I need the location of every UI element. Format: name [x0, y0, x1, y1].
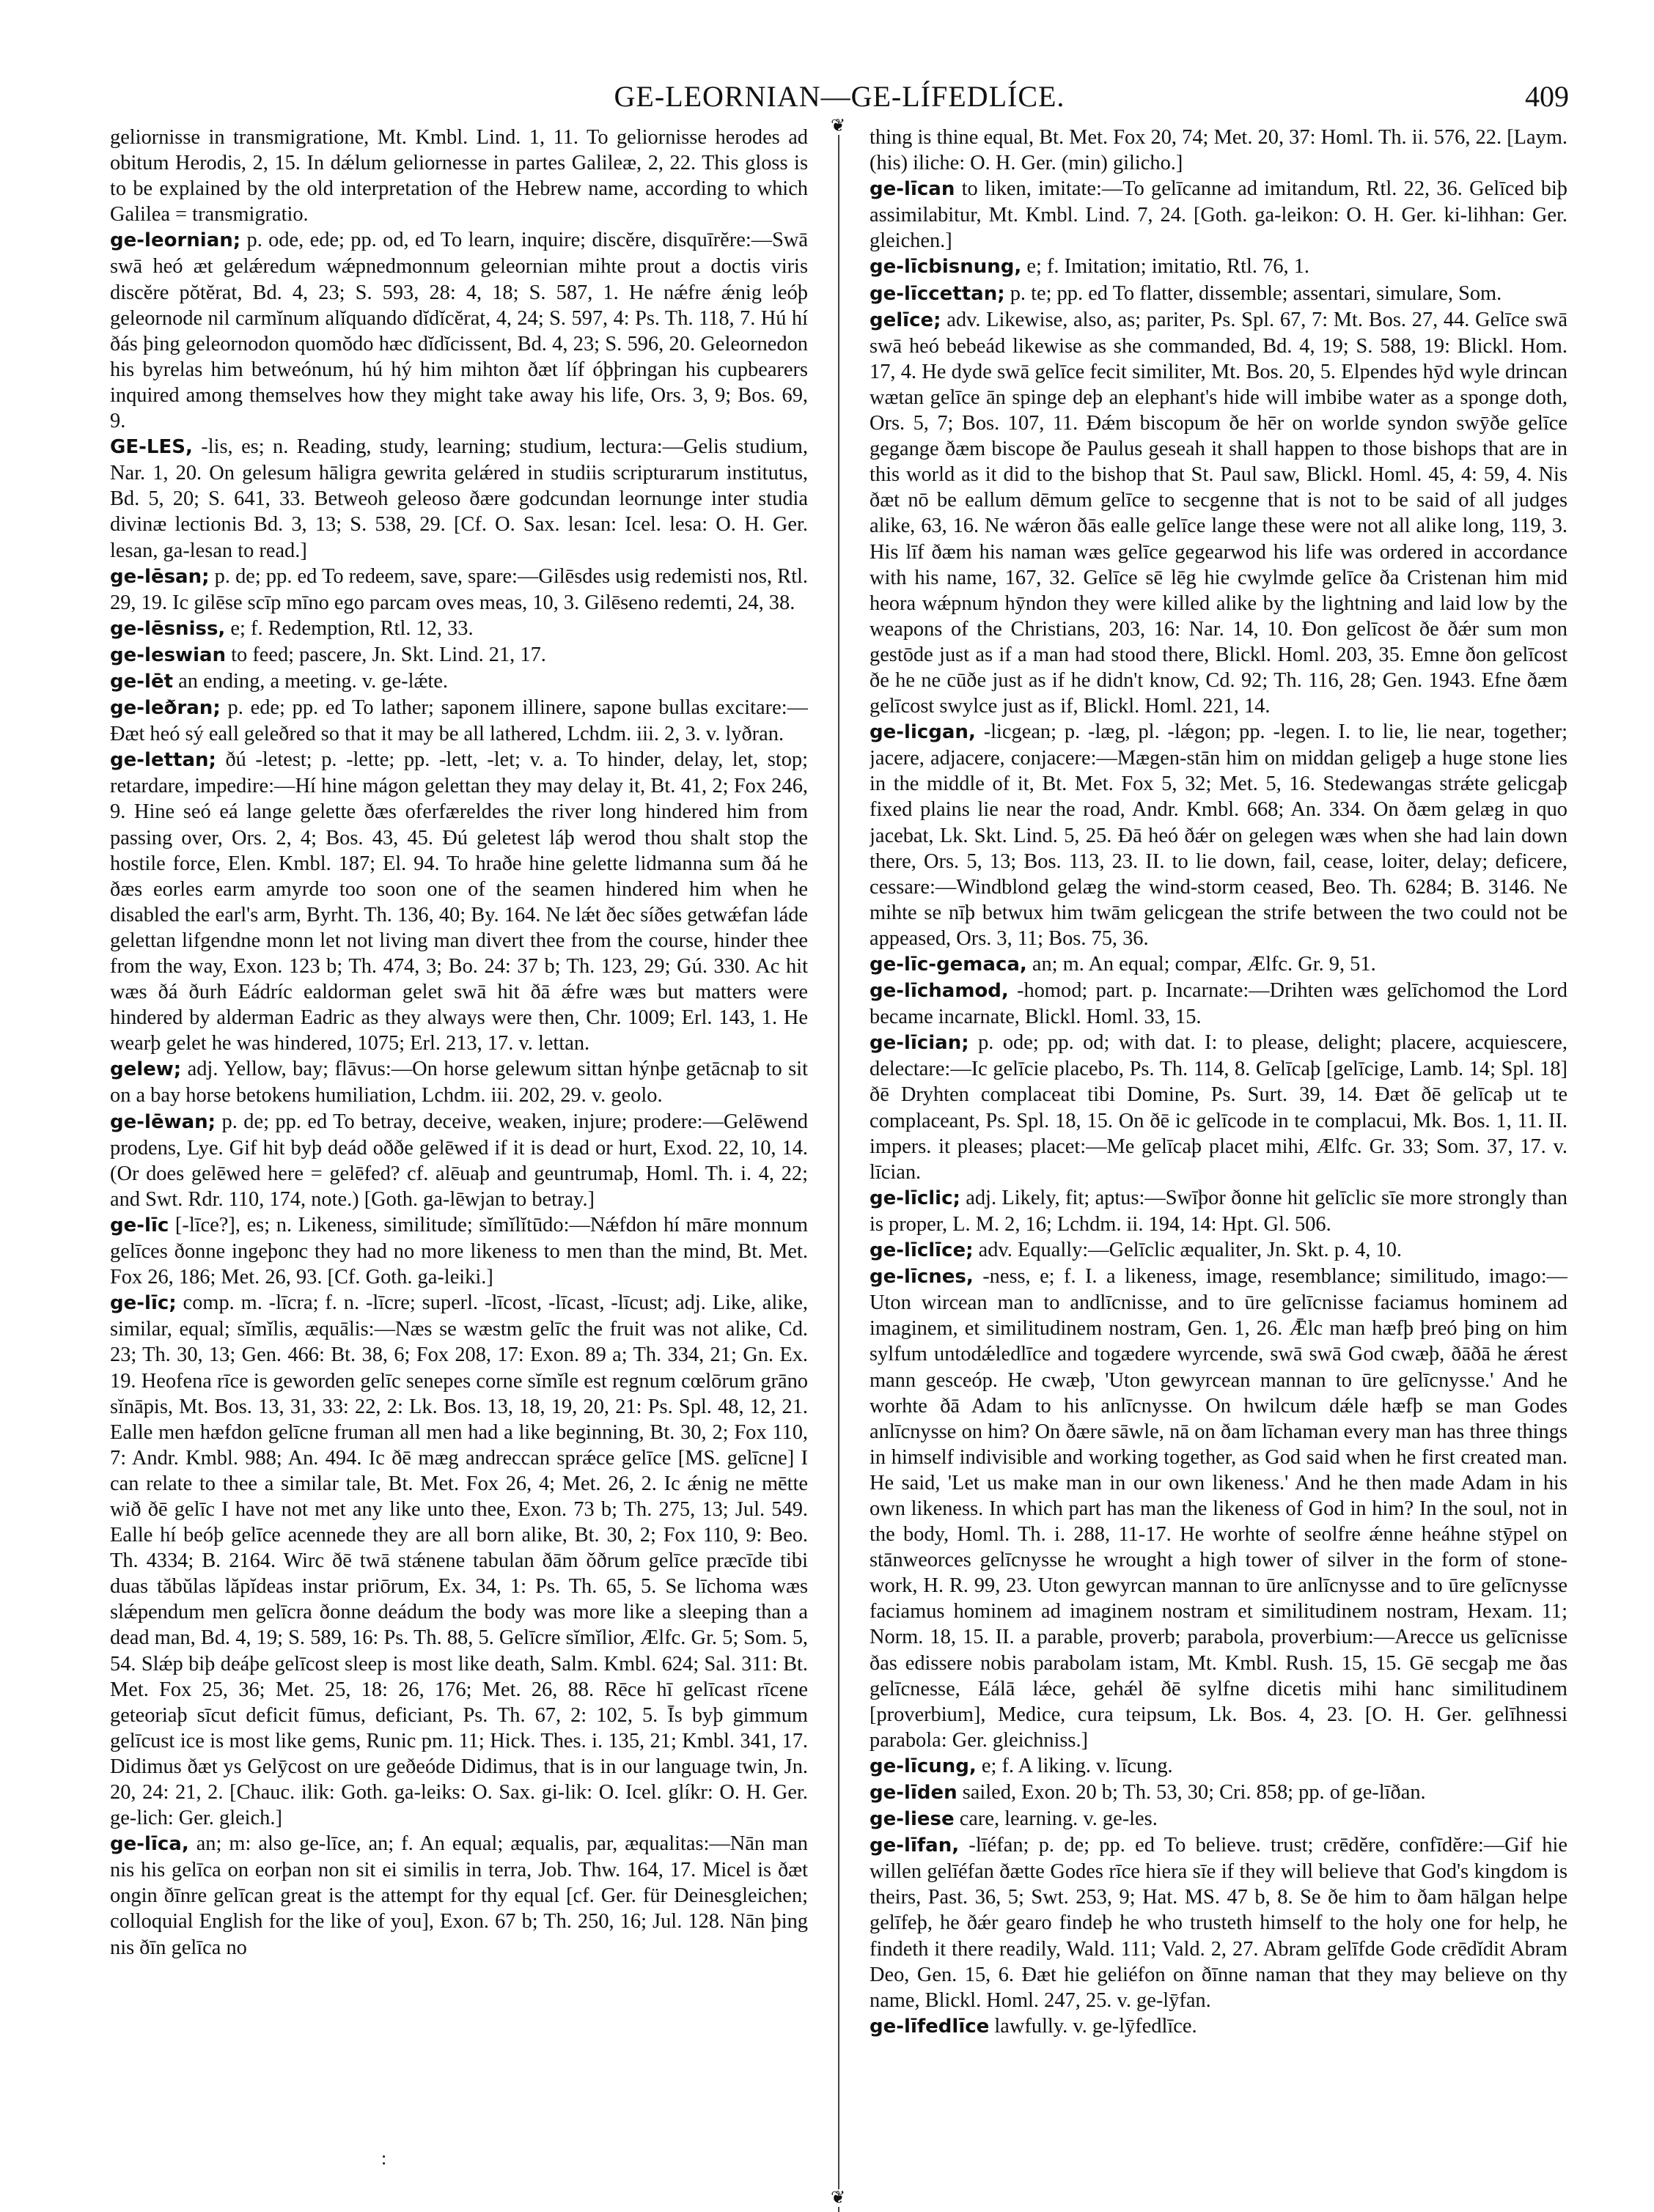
headword: ge-lettan;: [110, 749, 216, 772]
entry-text: [-līce?], es; n. Likeness, similitude; sĭmĭlĭtūdo:—Nǽfdon hí māre monnum gelīces ðonne ingeþonc they had no more likeness to men than the mind, Bt. Met. Fox 26, 186; Met. 26, 93. [Cf. Goth. ga-leiki.]: [110, 1213, 808, 1289]
headword: ge-līcan: [870, 178, 955, 201]
page-number: 409: [1525, 80, 1569, 113]
entry-text: e; f. Redemption, Rtl. 12, 33.: [225, 616, 474, 640]
dictionary-entry: [870, 951, 1567, 978]
column-divider: [838, 123, 839, 2212]
headword: ge-līca,: [110, 1833, 189, 1856]
headword: ge-līccettan;: [870, 282, 1005, 305]
dictionary-entry: [870, 281, 1567, 307]
dictionary-entry: [870, 1237, 1567, 1264]
headword: ge-licgan,: [870, 721, 976, 744]
dictionary-entry: [870, 978, 1567, 1030]
entry-text: p. de; pp. ed To redeem, save, spare:—Gilēsdes usig redemisti nos, Rtl. 29, 19. Ic gilēse scīp mīno ego parcam oves meas, 10, 3. Gilēseno redemti, 24, 38.: [110, 564, 808, 614]
entry-text: p. ode, ede; pp. od, ed To learn, inquire; discĕre, disquīrĕre:—Swā swā heó æt gelǽredum wǽpnedmonnum geleornian mihte prout a doctis viris discĕre pŏtĕrat, Bd. 4, 23; S. 593, 28: 4, 18; S. 587, 1. He nǽfre ǽnig leóþ geleornode nil carmĭnum alĭquando dĭdĭcĕrat, 4, 24; S. 597, 4: Ps. Th. 118, 7. Hú hí ðás þing geleornodon quomŏdo hæc dĭdĭcissent, Bd. 4, 23; S. 596, 20. Geleornedon his byrelas him betweónum, hú hý him mihton ðæt líf óþþringan his cupbearers inquired among themselves how they might take away his life, Ors. 3, 9; Bos. 69, 9.: [110, 229, 808, 433]
dictionary-entry: [110, 642, 808, 668]
entry-text: an; m: also ge-līce, an; f. An equal; æqualis, par, æqualitas:—Nān man nis his gelīca on eorþan non sit ei similis in terra, Job. Thw. 164, 17. Micel is ðæt ongin ðīnre gelīcan great is the attempt for thy equal [cf. Ger. für Deinesgleichen; colloquial English for the like of you], Exon. 67 b; Th. 250, 16; Jul. 128. Nān þing nis ðīn gelīca no: [110, 1832, 808, 1959]
headword: ge-līchamod,: [870, 980, 1009, 1003]
headword: ge-leornian;: [110, 229, 241, 252]
entry-text: adv. Equally:—Gelīclic æqualiter, Jn. Skt. p. 4, 10.: [973, 1239, 1403, 1262]
entry-text: -ness, e; f. I. a likeness, image, resemblance; similitudo, imago:—Uton wircean man to andlīcnisse, and to ūre gelīcnisse faciamus hominem ad imaginem, et similitudinem nostram, Gen. 1, 26. Ǣlc man hæfþ þreó þing on him sylfum untodǽledlīce and togædere wyrcende, swā swā God cwæþ, ðāðā he ǽrest mann gesceóp. He cwæþ, 'Uton gewyrcean mannan to ūre gelīcnysse.' And he worhte ðā Adam to his anlīcnysse. On hwilcum dǽle hæfþ se man Godes anlīcnysse on him? On ðære sāwle, nā on ðam līchaman every man has three things in himself indivisible and working together, as God said when he first created man. He said, 'Let us make man in our own likeness.' And he then made Adam in his own likeness. In which part has man the likeness of God in him? In the soul, not in the body, Homl. Th. i. 288, 11-17. He worhte of seolfre ǽnne heáhne stȳpel on stānweorces gelīcnysse he wrought a high tower of silver in the form of stone-work, H. R. 99, 23. Uton gewyrcan mannan to ūre anlīcnysse and to ūre gelīcnysse faciamus hominem ad imaginem nostram et similitudinem nostram, Hexam. 11; Norm. 18, 15. II. a parable, proverb; parabola, proverbium:—Arecce us gelīcnisse ðas edissere nobis parabolam istam, Mt. Kmbl. Rush. 15, 15. Gē secgaþ me ðas gelīcnesse, Eálā lǽce, gehǽl ðē sylfne dicetis mihi hanc similitudinem [proverbium], Medice, cura teipsum, Lk. Bos. 4, 23. [O. H. Ger. gelīhnessi parabola: Ger. gleichniss.]: [870, 1265, 1567, 1752]
headword: ge-līcnes,: [870, 1266, 974, 1289]
page-header: [110, 79, 1569, 117]
headword: ge-līcbisnung,: [870, 256, 1022, 279]
headword: ge-līc-gemaca,: [870, 954, 1027, 976]
headword: ge-līclīce;: [870, 1239, 974, 1262]
headword: ge-līclic;: [870, 1187, 960, 1209]
headword: GE-LES,: [110, 436, 193, 459]
headword: ge-līcung,: [870, 1755, 977, 1777]
entry-text: -lis, es; n. Reading, study, learning; studium, lectura:—Gelis studium, Nar. 1, 20. On gelesum hāligra gewrita gelǽred in studiis scripturarum institutus, Bd. 5, 20; S. 641, 33. Betweoh geleoso ðære godcundan leornunge inter studia divinæ lectionis Bd. 3, 13; S. 538, 29. [Cf. O. Sax. lesan: Icel. lesa: O. H. Ger. lesan, ga-lesan to read.]: [110, 435, 808, 562]
entry-text: -licgean; p. -læg, pl. -lǽgon; pp. -legen. I. to lie, lie near, together; jacere, adjacere, conjacere:—Mægen-stān him on middan geligeþ a huge stone lies in the middle of it, Bt. Met. Fox 5, 32; Met. 5, 16. Stedewangas strǽte gelicgaþ fixed plains lie near the road, Andr. Kmbl. 668; An. 334. On ðæm gelæg in quo jacebat, Lk. Skt. Lind. 5, 25. Ðā heó ðǽr on gelegen wæs when she had lain down there, Ors. 5, 13; Bos. 113, 23. II. to lie down, fail, cease, loiter, delay; deficere, cessare:—Windblond gelæg the wind-storm ceased, Beo. Th. 6284; B. 3146. Ne mihte se nīþ betwux him twām gelicgean the strife between the two could not be appeased, Ors. 3, 11; Bos. 75, 36.: [870, 720, 1567, 950]
dictionary-entry: [870, 1832, 1567, 2013]
entry-text: an ending, a meeting. v. ge-lǽte.: [173, 669, 449, 693]
entry-text: adv. Likewise, also, as; pariter, Ps. Spl. 67, 7: Mt. Bos. 27, 44. Gelīce swā swā heó bebeád likewise as she commanded, Bd. 4, 19; S. 588, 19: Blickl. Hom. 17, 4. He dyde swā gelīce fecit similiter, Mt. Bos. 20, 5. Elpendes hȳd wyle drincan wætan gelīce ān spinge deþ an elephant's hide will imbibe water as a sponge doth, Ors. 5, 7; Bos. 107, 11. Ðǽm biscopum ðe hēr on worlde syndon swȳðe gelīce gegange ðæm biscope ðe Paulus geseah it shall happen to those bishops that are in this world as it did to the bishop that St. Paul saw, Blickl. Homl. 45, 4: 59, 4. Nis ðæt nō be eallum dēmum gelīce to secgenne that is not to be said of all judges alike, 63, 16. Ne wǽron ðās ealle gelīce lange these were not all alike long, 119, 3. His līf ðæm his naman wæs gelīce gegearwod his life was ordered in accordance with his name, 167, 32. Gelīce sē lēg hie cwylmde gelīce ða Cristenan him mid heora wǽpnum hȳndon they were killed alike by the lightning and laid low by the weapons of the Christians, 203, 16: Nar. 14, 10. Ðon gelīcost ðe ðǽr sum mon gestōde just as if a man had stood there, Blickl. Homl. 203, 35. Emne ðon gelīcost ðe he ne cūðe just as if he didn't know, Cd. 92; Th. 116, 28; Gen. 1943. Efne ðæm gelīcost swylce just as if, Blickl. Homl. 221, 14.: [870, 308, 1567, 718]
dictionary-entry: [110, 747, 808, 1056]
entry-text: ðú -letest; p. -lette; pp. -lett, -let; v. a. To hinder, delay, let, stop; retardare, impedire:—Hí hine mágon gelettan they may delay it, Bt. 41, 2; Fox 246, 9. Hine seó eá lange gelette ðæs oferfæreldes the river long hindered him from passing over, Ors. 2, 4; Bos. 43, 45. Ðú geletest láþ werod thou shalt stop the hostile force, Elen. Kmbl. 187; El. 94. To hraðe hine gelette lidmanna sum ðá he ðæs eorles earm amyrde too soon one of the seamen hindered him when he disabled the earl's arm, Byrht. Th. 136, 40; By. 164. Ne lǽt ðec síðes getwǽfan láde gelettan lifgendne monn let not living man divert thee from the course, hinder thee from the way, Exon. 123 b; Th. 474, 3; Bo. 24: 37 b; Th. 123, 29; Gú. 330. Ac hit wæs ðá ðurh Eádríc ealdorman gelet swā hit ðā ǽfre wæs but matters were hindered by alderman Eadric as they always were then, Chr. 1009; Erl. 143, 1. He wearþ gelet he was hindered, 1075; Erl. 213, 17. v. lettan.: [110, 748, 808, 1055]
entry-text: comp. m. -līcra; f. n. -līcre; superl. -līcost, -līcast, -līcust; adj. Like, alike, similar, equal; sĭmĭlis, æquālis:—Næs se wæstm gelīc the fruit was not alike, Cd. 23; Th. 30, 13; Gen. 466: Bt. 38, 6; Fox 208, 17: Exon. 89 a; Th. 334, 21; Gn. Ex. 19. Heofena rīce is geworden gelīc senepes corne sĭmĭle est regnum cœlōrum grāno sĭnāpis, Mt. Bos. 13, 31, 33: 22, 2: Lk. Bos. 13, 18, 19, 20, 21: Ps. Spl. 48, 12, 21. Ealle men hæfdon gelīcne fruman all men had a like beginning, Bt. 30, 2; Fox 110, 7: Andr. Kmbl. 988; An. 494. Ic ðē mæg andreccan sprǽce gelīce [MS. gelīcne] I can relate to thee a similar tale, Bt. Met. Fox 26, 4; Met. 26, 2. Ic ǽnig ne mētte wið ðē gelīc I have not met any like unto thee, Exon. 73 b; Th. 275, 13; Jul. 549. Ealle hí beóþ gelīce acennede they are all born alike, Bt. 30, 2; Fox 110, 9: Beo. Th. 4334; B. 2164. Wirc ðē twā stǽnene tabulan ðām ǒðrum gelīce præcīde tibi duas tăbŭlas lăpĭdeas instar priōrum, Ex. 34, 1: Ps. Th. 65, 5. Se līchoma wæs slǽpendum men gelīcra ðonne deádum the body was more like a sleeping than a dead man, Bd. 4, 19; S. 589, 16: Ps. Th. 88, 5. Gelīcre sĭmĭlior, Ælfc. Gr. 5; Som. 5, 54. Slǽp biþ deáþe gelīcost sleep is most like death, Salm. Kmbl. 624; Sal. 311: Bt. Met. Fox 25, 36; Met. 25, 18: 26, 176; Met. 26, 88. Rēce hī gelīcast rīcene geteoriaþ sīcut deficit fūmus, deficiant, Ps. Th. 67, 2: 102, 5. Īs byþ gimmum gelīcust ice is most like gems, Runic pm. 11; Hick. Thes. i. 135, 21; Kmbl. 341, 17. Didimus ðæt ys Gelȳcost on ure geðeóde Didimus, that is in our language twin, Jn. 20, 24: 21, 2. [Chauc. ilik: Goth. ga-leiks: O. Sax. gi-lik: O. Icel. glíkr: O. H. Ger. ge-lich: Ger. gleich.]: [110, 1291, 808, 1830]
dictionary-entry: [110, 1290, 808, 1831]
entry-text: care, learning. v. ge-les.: [954, 1807, 1158, 1831]
entry-text: e; f. A liking. v. līcung.: [976, 1754, 1173, 1777]
headword: ge-līfan,: [870, 1835, 960, 1857]
dictionary-entry: [110, 1109, 808, 1212]
dictionary-entry: [110, 616, 808, 642]
entry-text: geliornisse in transmigratione, Mt. Kmbl. Lind. 1, 11. To geliornisse herodes ad obitum Herodis, 2, 15. In dǽlum geliornesse in partes Galileæ, 2, 22. This gloss is to be explained by the old interpretation of the Hebrew name, according to which Galilea = transmigratio.: [110, 126, 808, 226]
dictionary-entry: [110, 434, 808, 563]
dictionary-entry: [870, 176, 1567, 254]
entry-text: p. ode; pp. od; with dat. I: to please, delight; placere, acquiescere, delectare:—Ic gelīcie placebo, Ps. Th. 114, 8. Gelīcaþ [gelīcige, Lamb. 14; Spl. 18] ðē Dryhten complaceat tibi Domine, Ps. Surt. 39, 14. Ðæt ðē gelīcaþ ut te complaceant, Ps. Spl. 18, 15. On ðē ic gelīcode in te complacui, Mk. Bos. 1, 11. II. impers. it pleases; placet:—Me gelīcaþ placet mihi, Ælfc. Gr. 33; Som. 37, 17. v. līcian.: [870, 1031, 1567, 1184]
running-title: GE-LEORNIAN—GE-LÍFEDLÍCE.: [614, 80, 1065, 113]
headword: ge-līfedlīce: [870, 2015, 990, 2038]
entry-text: p. de; pp. ed To betray, deceive, weaken, injure; prodere:—Gelēwend prodens, Lye. Gif hit byþ deád oððe gelēwed if it is dead or hurt, Exod. 22, 10, 14. (Or does gelēwed here = gelēfed? cf. alēuaþ and geuntrumaþ, Homl. Th. i. 4, 22; and Swt. Rdr. 110, 174, note.) [Goth. ga-lēwjan to betray.]: [110, 1110, 808, 1211]
entry-text: adj. Yellow, bay; flāvus:—On horse gelewum sittan hýnþe getācnaþ to sit on a bay horse betokens humiliation, Lchdm. iii. 202, 29. v. geolo.: [110, 1058, 808, 1107]
entry-text: p. ede; pp. ed To lather; saponem illinere, sapone bullas excitare:—Ðæt heó sý eall geleðred so that it may be all lathered, Lchdm. iii. 2, 3. v. lyðran.: [110, 696, 808, 746]
stray-mark: :: [381, 2148, 387, 2169]
dictionary-entry: [110, 564, 808, 616]
headword: ge-lēsniss,: [110, 617, 226, 640]
entry-text: to liken, imitate:—To gelīcanne ad imitandum, Rtl. 22, 36. Gelīced biþ assimilabitur, Mt. Kmbl. Lind. 7, 24. [Goth. ga-leikon: O. H. Ger. ki-lihhan: Ger. gleichen.]: [870, 177, 1567, 253]
dictionary-entry: [870, 719, 1567, 951]
headword: ge-lēt: [110, 670, 174, 693]
headword: ge-leðran;: [110, 697, 221, 720]
entry-text: e; f. Imitation; imitatio, Rtl. 76, 1.: [1021, 255, 1309, 279]
headword: ge-līc: [110, 1214, 169, 1236]
entry-text: -homod; part. p. Incarnate:—Drihten wæs gelīchomod the Lord became incarnate, Blickl. Homl. 33, 15.: [870, 979, 1567, 1029]
headword: ge-leswian: [110, 644, 227, 666]
dictionary-entry: [110, 668, 808, 695]
dictionary-entry: [870, 1185, 1567, 1237]
dictionary-entry: [870, 125, 1567, 176]
headword: ge-līden: [870, 1782, 958, 1804]
dictionary-entry: [870, 1780, 1567, 1806]
dictionary-entry: [110, 227, 808, 434]
entry-text: lawfully. v. ge-lȳfedlīce.: [989, 2014, 1197, 2038]
dictionary-entry: [870, 1753, 1567, 1780]
headword: ge-līcian;: [870, 1032, 969, 1055]
headword: gelew;: [110, 1058, 182, 1081]
divider-ornament-bottom-icon: ❦: [830, 2189, 846, 2208]
dictionary-entry: [110, 695, 808, 747]
dictionary-entry: [110, 125, 808, 227]
dictionary-entry: [110, 1056, 808, 1108]
headword: ge-līc;: [110, 1292, 177, 1315]
headword: ge-liese: [870, 1808, 955, 1831]
headword: ge-lēwan;: [110, 1110, 216, 1133]
entry-text: p. te; pp. ed To flatter, dissemble; assentari, simulare, Som.: [1004, 281, 1502, 305]
headword: gelīce;: [870, 309, 941, 331]
entry-text: sailed, Exon. 20 b; Th. 53, 30; Cri. 858; pp. of ge-līðan.: [957, 1781, 1426, 1804]
dictionary-entry: [870, 2013, 1567, 2040]
entry-text: -līéfan; p. de; pp. ed To believe. trust; crēdĕre, confīdĕre:—Gif hie willen gelīéfan ðætte Godes rīce hiera sīe if they will believe that God's kingdom is theirs, Past. 36, 5; Swt. 253, 9; Hat. MS. 47 b, 8. Se ðe him to ðam hālgan helpe gelīfeþ, he ðǽr gearo findeþ he who trusteth himself to the holy one for help, he findeth it there readily, Wald. 111; Vald. 2, 27. Abram gelīfde Gode crēdĭdit Abram Deo, Gen. 15, 6. Ðæt hie geliéfon on ðīnne naman that they may believe on thy name, Blickl. Homl. 247, 25. v. ge-lȳfan.: [870, 1834, 1567, 2012]
dictionary-entry: [110, 1212, 808, 1290]
entry-text: to feed; pascere, Jn. Skt. Lind. 21, 17.: [226, 643, 546, 666]
entry-text: adj. Likely, fit; aptus:—Swīþor ðonne hit gelīclic sīe more strongly than is proper, L. M. 2, 16; Lchdm. ii. 194, 14: Hpt. Gl. 506.: [870, 1186, 1567, 1236]
headword: ge-lēsan;: [110, 565, 210, 588]
dictionary-entry: [870, 1030, 1567, 1185]
left-column: [110, 125, 808, 2148]
dictionary-entry: [870, 1264, 1567, 1753]
entry-text: an; m. An equal; compar, Ælfc. Gr. 9, 51.: [1026, 953, 1376, 976]
dictionary-entry: [870, 254, 1567, 280]
dictionary-entry: [870, 1806, 1567, 1832]
dictionary-entry: [110, 1831, 808, 1960]
divider-ornament-top-icon: ❦: [830, 117, 846, 136]
right-column: [870, 125, 1567, 2148]
entry-text: thing is thine equal, Bt. Met. Fox 20, 74; Met. 20, 37: Homl. Th. ii. 576, 22. [Laym. (his) iliche: O. H. Ger. (min) gilicho.]: [870, 126, 1567, 175]
dictionary-entry: [870, 307, 1567, 720]
